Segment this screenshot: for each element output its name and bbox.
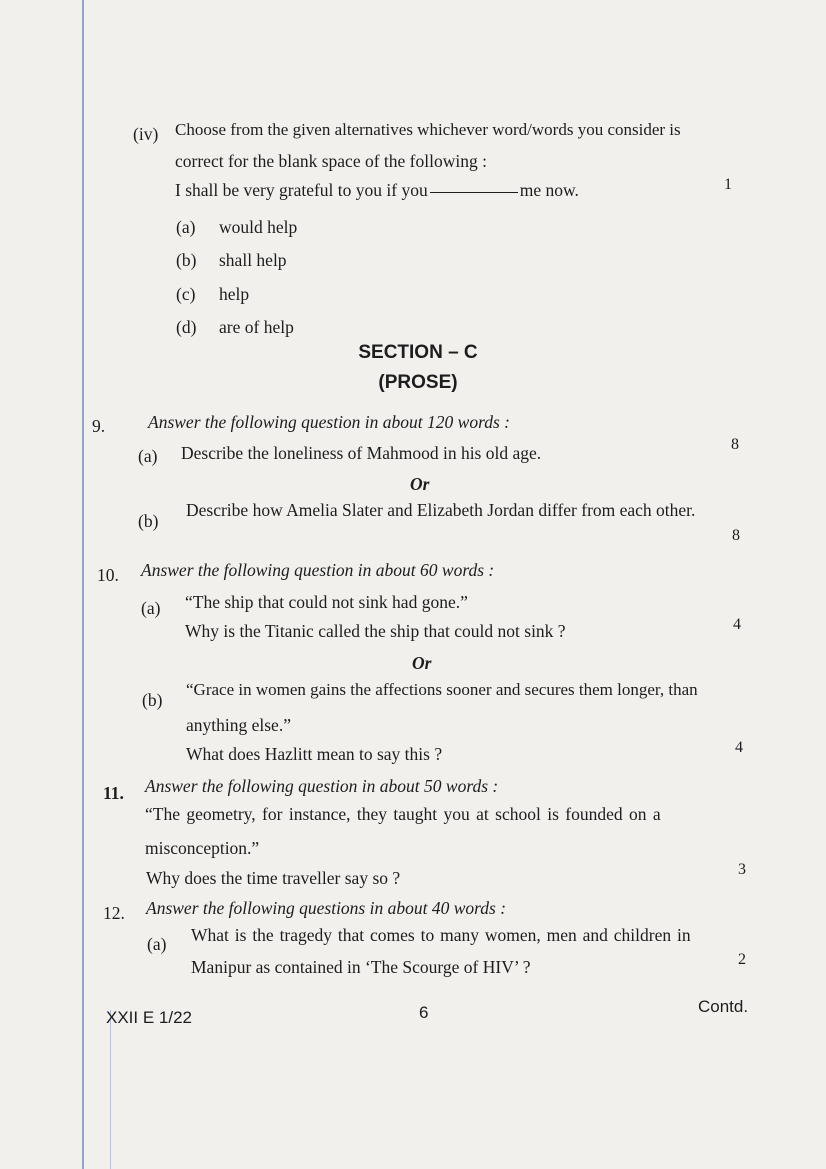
question-text: What does Hazlitt mean to say this ? [186, 744, 443, 764]
margin-line [82, 0, 84, 1169]
quoted-text: “The ship that could not sink had gone.” [185, 592, 468, 612]
fill-blank-sentence [175, 180, 579, 201]
option-label: (b) [142, 690, 163, 710]
question-instruction: Answer the following question in about 60 words : [141, 560, 495, 580]
section-title: SECTION – C [358, 342, 478, 363]
instruction-line: correct for the blank space of the following : [175, 151, 487, 171]
or-separator: Or [410, 474, 430, 494]
margin-line-inner [110, 1010, 111, 1169]
quoted-text: misconception.” [145, 838, 260, 858]
option-label: (a) [176, 217, 196, 237]
question-text: Describe the loneliness of Mahmood in his old age. [181, 443, 542, 463]
or-separator: Or [412, 653, 432, 673]
quoted-text: “The geometry, for instance, they taught you at school is founded on a [145, 804, 661, 824]
marks: 8 [732, 527, 740, 544]
question-text: Why is the Titanic called the ship that could not sink ? [185, 621, 566, 641]
sentence-end: me now. [519, 180, 579, 200]
option-label: (a) [141, 598, 161, 618]
marks: 2 [738, 951, 746, 968]
option-text: would help [219, 217, 298, 237]
option-text: shall help [219, 250, 287, 270]
marks: 4 [735, 739, 743, 756]
option-label: (d) [176, 317, 197, 337]
sentence-start: I shall be very grateful to you if you [175, 180, 428, 200]
marks: 8 [731, 436, 739, 453]
blank-space [430, 192, 518, 193]
question-instruction: Answer the following questions in about 40 words : [146, 898, 507, 918]
instruction-line: Choose from the given alternatives whichever word/words you consider is [175, 120, 681, 139]
option-label: (b) [176, 250, 197, 270]
question-text: Why does the time traveller say so ? [146, 868, 401, 888]
marks: 4 [733, 616, 741, 633]
question-number: 11. [103, 783, 124, 803]
option-label: (a) [147, 934, 167, 954]
question-number: 12. [103, 903, 125, 923]
question-number: 9. [92, 416, 106, 436]
item-number: (iv) [133, 124, 159, 144]
paper-code: XXII E 1/22 [106, 1008, 192, 1027]
question-text: Manipur as contained in ‘The Scourge of HIV’ ? [191, 957, 531, 977]
continued-label: Contd. [698, 997, 749, 1016]
quoted-text: anything else.” [186, 715, 291, 735]
quoted-text: “Grace in women gains the affections sooner and secures them longer, than [186, 680, 698, 699]
question-text: What is the tragedy that comes to many women, men and children in [191, 925, 691, 945]
question-text: Describe how Amelia Slater and Elizabeth Jordan differ from each other. [186, 500, 696, 520]
option-label: (b) [138, 511, 159, 531]
section-subtitle: (PROSE) [378, 372, 458, 393]
question-number: 10. [97, 565, 119, 585]
question-instruction: Answer the following question in about 50 words : [145, 776, 499, 796]
marks: 3 [738, 861, 746, 878]
option-text: help [219, 284, 250, 304]
question-instruction: Answer the following question in about 120 words : [148, 412, 510, 432]
option-label: (c) [176, 284, 196, 304]
page-number: 6 [419, 1003, 429, 1022]
option-label: (a) [138, 446, 158, 466]
option-text: are of help [219, 317, 294, 337]
marks: 1 [724, 176, 732, 193]
